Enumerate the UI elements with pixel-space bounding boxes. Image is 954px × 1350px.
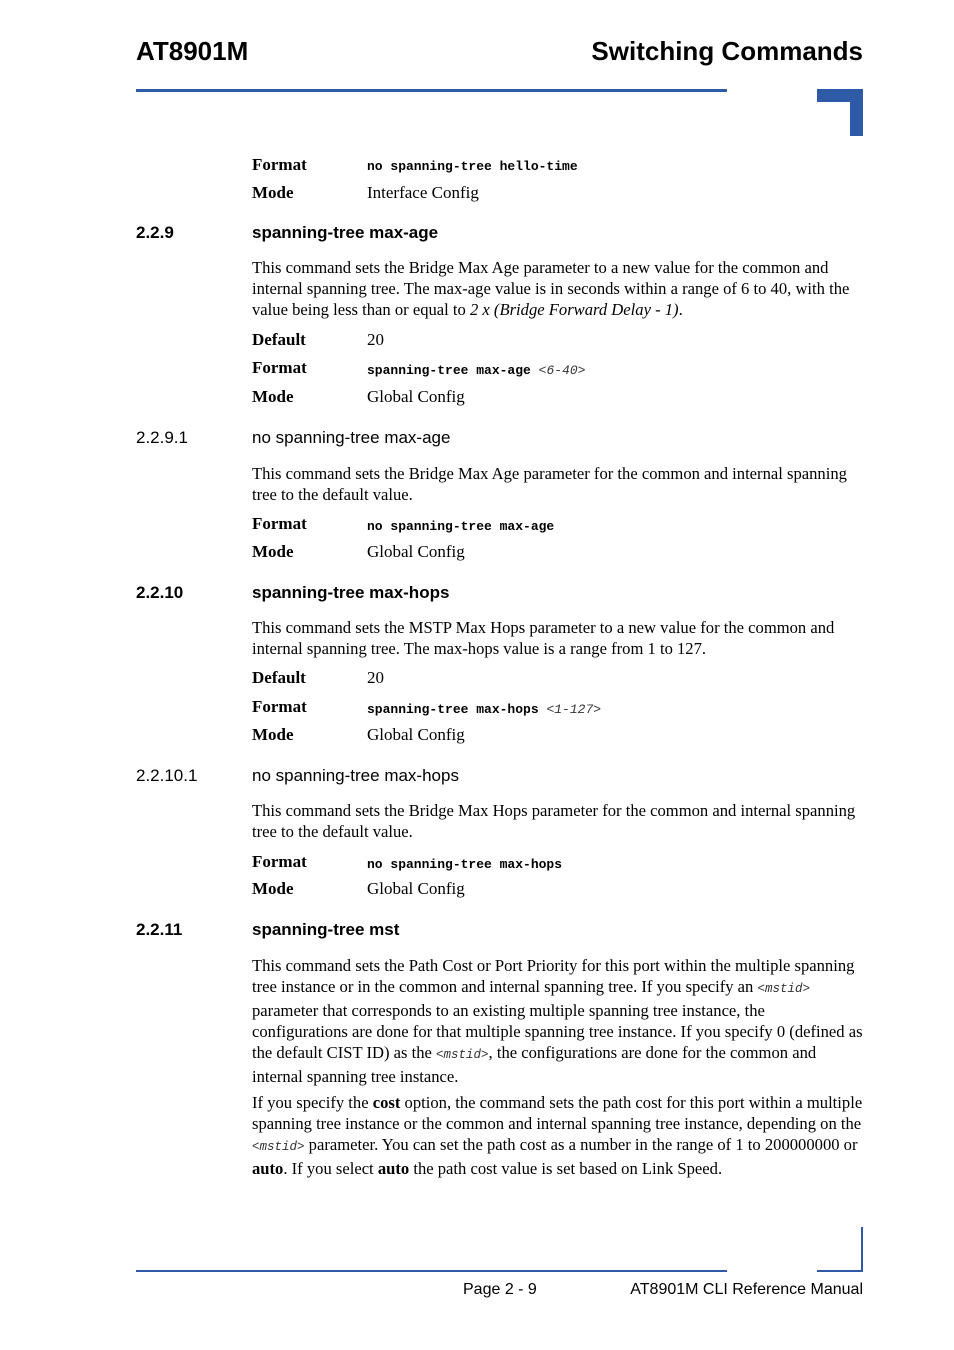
format-label: Format xyxy=(252,155,307,174)
mode-value: Global Config xyxy=(367,387,465,406)
section-title: no spanning-tree max-hops xyxy=(252,766,459,785)
mode-label: Mode xyxy=(252,725,294,744)
mode-label: Mode xyxy=(252,879,294,898)
format-label: Format xyxy=(252,358,307,377)
header-rule xyxy=(136,89,727,92)
mode-value: Global Config xyxy=(367,879,465,898)
section-description: This command sets the Bridge Max Hops parameter for the common and internal spanning tree to the default value. xyxy=(252,801,856,841)
format-label: Format xyxy=(252,852,307,871)
footer-rule xyxy=(136,1270,727,1272)
format-value: spanning-tree max-age <6-40> xyxy=(367,363,586,378)
section-number: 2.2.10.1 xyxy=(136,766,198,785)
mode-label: Mode xyxy=(252,387,294,406)
section-number: 2.2.11 xyxy=(136,920,183,939)
format-value: no spanning-tree hello-time xyxy=(367,159,578,174)
corner-decoration-top-vertical xyxy=(850,89,863,136)
section-title: spanning-tree max-age xyxy=(252,223,439,242)
section-description: This command sets the MSTP Max Hops parameter to a new value for the common and internal spanning tree. The max-hops value is a range from 1 to 127. xyxy=(252,618,835,658)
header-product: AT8901M xyxy=(136,36,249,66)
mode-value: Global Config xyxy=(367,725,465,744)
page-number: Page 2 - 9 xyxy=(463,1281,537,1298)
section-number: 2.2.10 xyxy=(136,583,184,602)
format-label: Format xyxy=(252,697,307,716)
section-title: spanning-tree mst xyxy=(252,920,400,939)
default-value: 20 xyxy=(367,668,384,687)
section-number: 2.2.9 xyxy=(136,223,174,242)
mode-value: Global Config xyxy=(367,542,465,561)
section-description: This command sets the Path Cost or Port Priority for this port within the multiple spanning tree instance or in the common and internal spanning tree. If you specify an <mstid> parameter that corresponds to an existing multiple spanning tree instance, the configurations are done for that multiple spanning tree instance. If you specify 0 (defined as the default CIST ID) as the <mstid>, the configurations are done for the common and internal spanning tree instance. xyxy=(252,956,863,1086)
corner-decoration-bottom-vertical xyxy=(861,1227,863,1272)
section-title: spanning-tree max-hops xyxy=(252,583,450,602)
format-label: Format xyxy=(252,514,307,533)
section-description: This command sets the Bridge Max Age parameter for the common and internal spanning tree to the default value. xyxy=(252,464,847,504)
format-value: no spanning-tree max-age xyxy=(367,519,555,534)
default-label: Default xyxy=(252,330,306,349)
section-number: 2.2.9.1 xyxy=(136,428,188,447)
section-description: This command sets the Bridge Max Age parameter to a new value for the common and internal spanning tree. The max-age value is in seconds within a range of 6 to 40, with the value being less than or equal to 2 x (Bridge Forward Delay - 1). xyxy=(252,258,850,319)
mode-label: Mode xyxy=(252,542,294,561)
format-value: no spanning-tree max-hops xyxy=(367,857,563,872)
corner-decoration-bottom xyxy=(817,1270,863,1272)
format-value: spanning-tree max-hops <1-127> xyxy=(367,702,602,717)
default-value: 20 xyxy=(367,330,384,349)
header-chapter: Switching Commands xyxy=(591,36,863,66)
footer-manual-title: AT8901M CLI Reference Manual xyxy=(630,1281,863,1298)
section-description-cost: If you specify the cost option, the command sets the path cost for this port within a multiple spanning tree instance or the common and internal spanning tree instance, depending on the <mstid> parameter. You can set the path cost as a number in the range of 1 to 200000000 or auto. If you select auto the path cost value is set based on Link Speed. xyxy=(252,1093,863,1178)
mode-value: Interface Config xyxy=(367,183,479,202)
default-label: Default xyxy=(252,668,306,687)
section-title: no spanning-tree max-age xyxy=(252,428,451,447)
mode-label: Mode xyxy=(252,183,294,202)
